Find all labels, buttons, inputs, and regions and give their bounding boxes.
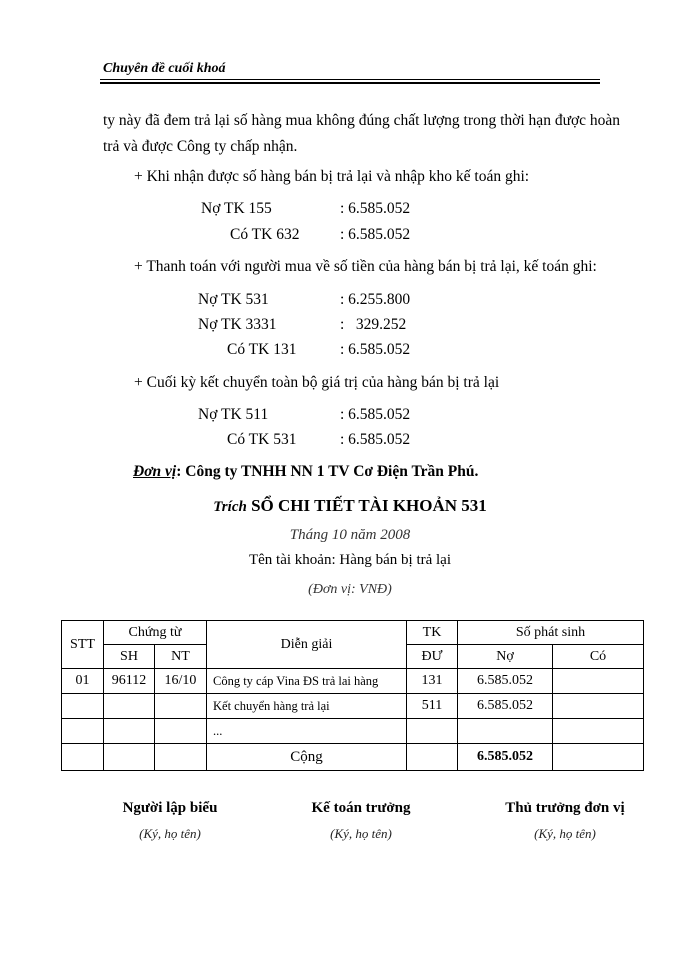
total-label: Cộng (207, 744, 407, 771)
signature-note: (Ký, họ tên) (330, 826, 392, 841)
signature-title: Người lập biểu (122, 800, 218, 816)
signature-note: (Ký, họ tên) (534, 826, 596, 841)
signature-note: (Ký, họ tên) (139, 826, 201, 841)
header-tk: TK (407, 621, 458, 645)
account-name: Tên tài khoản: Hàng bán bị trả lại (248, 552, 452, 568)
header-du: ĐƯ (407, 645, 458, 669)
title-prefix: Trích (213, 499, 247, 515)
cell-credit (553, 719, 644, 744)
entry-value: : 6.255.800 (340, 291, 411, 308)
ledger-title (0, 496, 700, 516)
ledger-month: Tháng 10 năm 2008 (289, 527, 411, 543)
header-rule-thick (100, 82, 600, 84)
unit-label: Đơn vị (133, 463, 177, 480)
entry-value: : 6.585.052 (340, 406, 411, 423)
title-text: SỔ CHI TIẾT TÀI KHOẢN 531 (251, 496, 487, 515)
cell-debit: 6.585.052 (458, 694, 553, 719)
signature-title: Kế toán trưởng (311, 800, 411, 816)
section-heading: + Thanh toán với người mua về số tiền của hàng bán bị trả lại, kế toán ghi: (134, 258, 597, 275)
cell-nt (155, 719, 207, 744)
section-heading: + Khi nhận được số hàng bán bị trả lại và nhập kho kế toán ghi: (134, 168, 530, 185)
table-row (62, 694, 644, 719)
header-rule (100, 79, 600, 80)
entry-label: Nợ TK 3331 (198, 316, 277, 333)
intro-line-2: trả và được Công ty chấp nhận. (103, 138, 298, 155)
header-nt: NT (155, 645, 207, 669)
entry-label: Nợ TK 531 (198, 291, 269, 308)
total-debit: 6.585.052 (458, 744, 553, 771)
cell-stt (62, 694, 104, 719)
cell-description: Công ty cáp Vina ĐS trả lai hàng (207, 669, 407, 694)
intro-line-1: ty này đã đem trả lại số hàng mua không đúng chất lượng trong thời hạn được hoàn (103, 112, 621, 129)
cell-description: Kết chuyển hàng trả lại (207, 694, 407, 719)
total-credit (553, 744, 644, 771)
cell-nt (155, 694, 207, 719)
cell-debit (458, 719, 553, 744)
header-description: Diễn giải (207, 621, 407, 669)
total-row (62, 744, 644, 771)
entry-label: Có TK 531 (227, 431, 297, 448)
entry-value: : 329.252 (340, 316, 407, 333)
cell-sh: 96112 (104, 669, 155, 694)
table-row (62, 719, 644, 744)
cell-description: ... (207, 719, 407, 744)
header-credit: Có (553, 645, 644, 669)
header-stt: STT (62, 621, 104, 669)
cell-nt: 16/10 (155, 669, 207, 694)
signature-title: Thủ trưởng đơn vị (505, 800, 625, 816)
header-sh: SH (104, 645, 155, 669)
unit-line (133, 463, 478, 481)
ledger-table (61, 620, 644, 771)
cell-sh (104, 694, 155, 719)
entry-value: : 6.585.052 (340, 431, 411, 448)
section-heading: + Cuối kỳ kết chuyển toàn bộ giá trị của hàng bán bị trả lại (134, 374, 500, 391)
entry-label: Có TK 131 (227, 341, 297, 358)
page-header: Chuyên đề cuối khoá (103, 61, 226, 76)
table-row (62, 669, 644, 694)
entry-label: Nợ TK 155 (201, 200, 272, 217)
entry-label: Có TK 632 (230, 226, 300, 243)
currency-unit: (Đơn vị: VNĐ) (308, 582, 392, 597)
entry-value: : 6.585.052 (340, 200, 411, 217)
cell-tk (407, 719, 458, 744)
cell-stt: 01 (62, 669, 104, 694)
cell-credit (553, 694, 644, 719)
cell-tk: 511 (407, 694, 458, 719)
header-debit: Nợ (458, 645, 553, 669)
header-voucher: Chứng từ (104, 621, 207, 645)
cell-tk: 131 (407, 669, 458, 694)
cell-credit (553, 669, 644, 694)
entry-value: : 6.585.052 (340, 226, 411, 243)
cell-stt (62, 719, 104, 744)
header-amount: Số phát sinh (458, 621, 644, 645)
cell-sh (104, 719, 155, 744)
unit-separator: : (176, 463, 182, 480)
cell-debit: 6.585.052 (458, 669, 553, 694)
entry-label: Nợ TK 511 (198, 406, 269, 423)
entry-value: : 6.585.052 (340, 341, 411, 358)
unit-name: Công ty TNHH NN 1 TV Cơ Điện Trần Phú. (181, 463, 479, 480)
